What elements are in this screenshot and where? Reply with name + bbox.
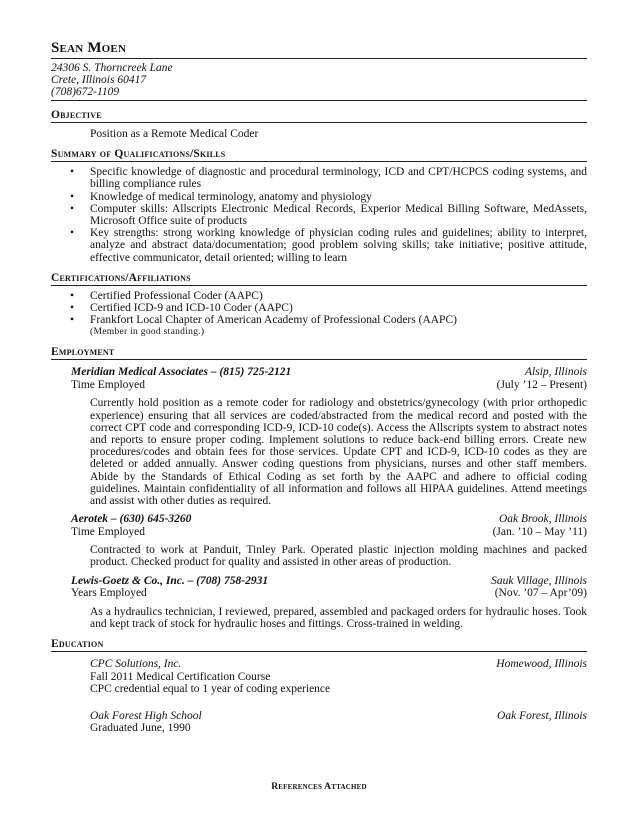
candidate-name: Sean Moen xyxy=(51,40,587,59)
section-title-certifications: Certifications/Affiliations xyxy=(51,272,587,286)
education-detail: CPC credential equal to 1 year of coding experience xyxy=(90,683,331,696)
bullet-icon: • xyxy=(70,202,75,215)
objective-text: Position as a Remote Medical Coder xyxy=(90,128,259,140)
tenure-label: Years Employed xyxy=(71,587,147,600)
membership-note: (Member in good standing.) xyxy=(90,327,205,338)
education-detail: Fall 2011 Medical Certification Course xyxy=(90,670,271,683)
tenure-label: Time Employed xyxy=(71,378,146,391)
school-name: CPC Solutions, Inc. xyxy=(90,658,182,671)
job-header xyxy=(71,513,587,526)
job-dates: (Jan. ’10 – May ’11) xyxy=(492,525,587,538)
job-description: Currently hold position as a remote coder for radiology and obstetrics/gynecology (with prior orthopedic experience) ensuring that all services are coded/abstracted from the medical record and posted with the correct CPT code and corresponding ICD-9, ICD-10 code(s). Access the Allscripts system to abstract notes and reports to ensure proper coding. Implement solutions to reduce back-end billing errors. Create new procedures/codes and obtain fees for those services. Update CPT and ICD-9, ICD-10 codes as they are deleted or added annually. Answer coding questions from physicians, nurses and other staff members. Abide by the Standards of Ethical Coding as set forth by the AAPC and adhere to official coding guidelines. Maintain confidentiality of all information and follows all HIPAA guidelines. Attend meetings and assist with other duties as required. xyxy=(90,397,587,508)
education-entry xyxy=(51,658,587,696)
summary-list xyxy=(51,166,587,264)
job-tenure-row xyxy=(71,526,587,539)
job-description: As a hydraulics technician, I reviewed, prepared, assembled and packaged orders for hydraulic hoses. Took and kept track of stock for hydraulic hoses and fittings. Cross-trained in welding. xyxy=(90,605,587,630)
address-line-2: Crete, Illinois 60417 xyxy=(51,74,147,86)
contact-block xyxy=(51,59,587,101)
job-dates: (July ’12 – Present) xyxy=(496,378,587,391)
bullet-icon: • xyxy=(70,302,75,315)
job-dates: (Nov. ’07 – Apr’09) xyxy=(494,587,587,600)
section-title-summary: Summary of Qualifications/Skills xyxy=(51,148,587,162)
job-entry xyxy=(51,575,587,630)
tenure-label: Time Employed xyxy=(71,525,146,538)
school-location: Oak Forest, Illinois xyxy=(497,709,587,722)
education-header xyxy=(90,658,587,671)
job-location: Alsip, Illinois xyxy=(525,366,587,379)
certifications-list xyxy=(51,290,587,327)
bullet-icon: • xyxy=(70,314,75,327)
section-title-education: Education xyxy=(51,638,587,652)
employer-name: Lewis-Goetz & Co., Inc. – (708) 758-2931 xyxy=(71,574,269,587)
job-header xyxy=(71,366,587,379)
list-item: • Knowledge of medical terminology, anatomy and physiology xyxy=(70,190,372,203)
section-title-objective: Objective xyxy=(51,109,587,123)
school-location: Homewood, Illinois xyxy=(496,658,587,671)
job-tenure-row xyxy=(71,587,587,600)
resume-page xyxy=(51,40,587,735)
list-item: • Frankfort Local Chapter of American Academy of Professional Coders (AAPC) xyxy=(70,314,457,327)
job-description: Contracted to work at Panduit, Tinley Park. Operated plastic injection molding machines and packed product. Checked product for quality and assisted in other areas of production. xyxy=(90,544,587,569)
employer-name: Meridian Medical Associates – (815) 725-2121 xyxy=(71,366,292,379)
school-name: Oak Forest High School xyxy=(90,709,202,722)
bullet-icon: • xyxy=(70,289,75,302)
job-entry xyxy=(51,366,587,507)
section-title-employment: Employment xyxy=(51,346,587,360)
education-detail: Graduated June, 1990 xyxy=(90,722,191,735)
job-entry xyxy=(51,513,587,568)
list-item: • Computer skills: Allscripts Electronic Medical Records, Experior Medical Billing Software, MedAssets, Microsoft Office suite of products xyxy=(70,202,587,228)
list-item: • Certified ICD-9 and ICD-10 Coder (AAPC) xyxy=(70,302,293,315)
employer-name: Aerotek – (630) 645-3260 xyxy=(71,513,192,526)
references-footer: References Attached xyxy=(271,782,367,792)
list-item: • Key strengths: strong working knowledge of physician coding rules and guidelines; ability to interpret, analyze and abstract data/documentation; good problem solving skills; take initiative; positive attitude, effective communicator, detail oriented; willing to learn xyxy=(70,227,587,264)
education-header xyxy=(90,710,587,723)
address-line-1: 24306 S. Thorncreek Lane xyxy=(51,62,173,74)
list-item: • Specific knowledge of diagnostic and procedural terminology, ICD and CPT/HCPCS coding systems, and billing compliance rules xyxy=(70,166,587,191)
job-location: Oak Brook, Illinois xyxy=(498,513,587,526)
job-tenure-row xyxy=(71,379,587,392)
phone-number: (708)672-1109 xyxy=(51,86,120,98)
bullet-icon: • xyxy=(70,166,75,179)
bullet-icon: • xyxy=(70,227,75,240)
list-item: • Certified Professional Coder (AAPC) xyxy=(70,289,263,302)
bullet-icon: • xyxy=(70,190,75,203)
education-entry xyxy=(51,710,587,735)
job-header xyxy=(71,575,587,588)
job-location: Sauk Village, Illinois xyxy=(491,574,587,587)
